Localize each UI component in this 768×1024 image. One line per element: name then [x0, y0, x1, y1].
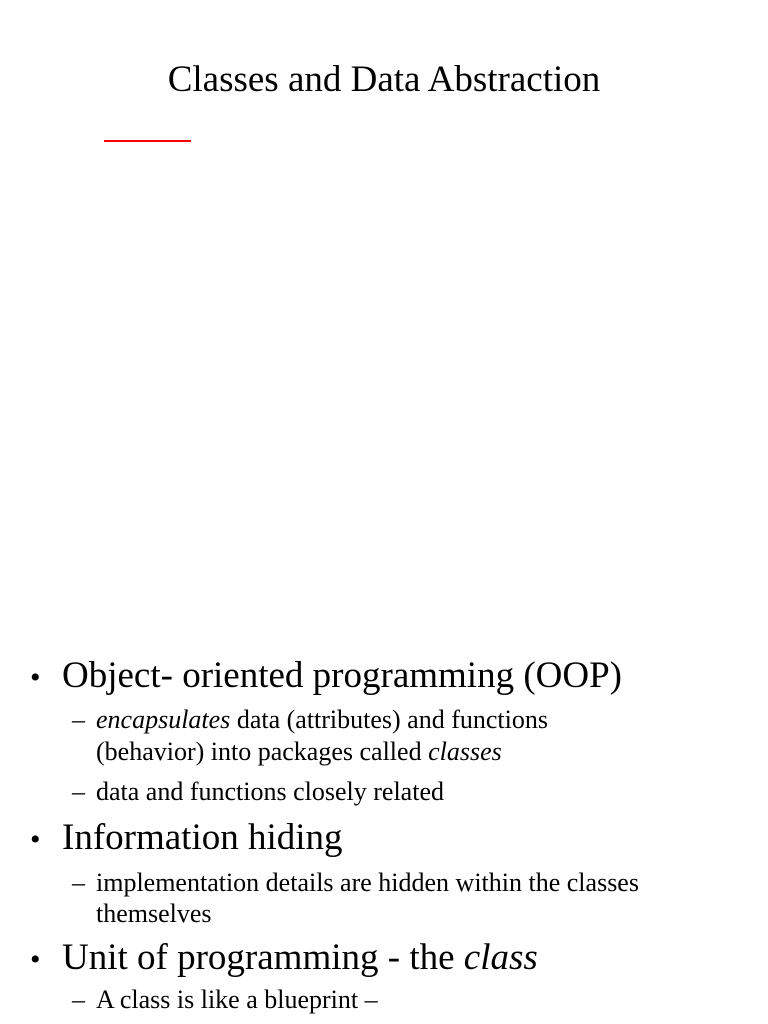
title-accent-line: [104, 140, 191, 142]
sub-bullet-text: data and functions closely related: [96, 777, 444, 806]
bullet-oop: [30, 656, 622, 698]
sub-bullet-encapsulates: [72, 704, 548, 735]
dash-marker: –: [72, 777, 85, 806]
sub-bullet-continuation: [96, 736, 502, 767]
dash-marker: –: [72, 705, 85, 734]
slide-title: Classes and Data Abstraction: [167, 59, 601, 100]
bullet-marker: •: [30, 661, 41, 694]
dash-marker: –: [72, 985, 85, 1014]
bullet-text: Object- oriented programming (OOP): [62, 655, 622, 696]
sub-bullet-blueprint: [72, 984, 378, 1015]
sub-bullet-implementation: [72, 867, 639, 898]
bullet-unit-of-programming: [30, 938, 538, 980]
bullet-text: Information hiding: [62, 817, 343, 858]
sub-bullet-text: (behavior) into packages called: [96, 737, 429, 766]
sub-bullet-related: [72, 776, 444, 807]
bullet-information-hiding: [30, 818, 343, 860]
italic-term: encapsulates: [96, 705, 231, 734]
sub-bullet-text: A class is like a blueprint –: [96, 985, 378, 1014]
bullet-marker: •: [30, 943, 41, 976]
dash-marker: –: [72, 868, 85, 897]
sub-bullet-text: data (attributes) and functions: [230, 705, 548, 734]
sub-bullet-continuation: themselves: [96, 899, 212, 928]
italic-term: class: [463, 937, 538, 978]
bullet-marker: •: [30, 823, 41, 856]
sub-bullet-text: implementation details are hidden within the classes: [96, 868, 639, 897]
italic-term: classes: [428, 737, 502, 766]
bullet-text: Unit of programming - the: [62, 937, 464, 978]
